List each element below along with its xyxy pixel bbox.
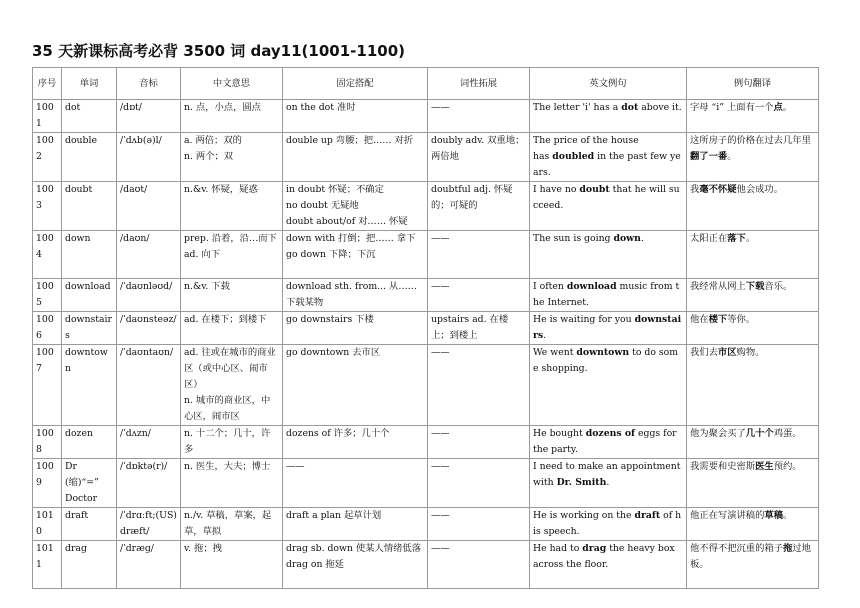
cell-word: double: [62, 133, 117, 182]
cell-example-bold: dot: [621, 102, 639, 113]
table-row: [33, 231, 819, 279]
cell-phrase: drag sb. down 使某人情绪低落 drag on 拖延: [283, 541, 428, 589]
cell-translation: [687, 541, 819, 589]
header-example: 英文例句: [530, 68, 687, 100]
cell-number: 1010: [33, 508, 62, 541]
cell-derivative: ——: [428, 426, 530, 459]
cell-phonetic: /daʊt/: [117, 182, 181, 231]
cell-translation-post: 。: [727, 151, 737, 162]
cell-phrase: download sth. from... 从…… 下载某物: [283, 279, 428, 312]
cell-translation-post: 音乐。: [764, 281, 793, 292]
cell-meaning: v. 拖；拽: [181, 541, 283, 589]
cell-phonetic: /ˈdɒktə(r)/: [117, 459, 181, 508]
cell-example-post: .: [606, 477, 610, 488]
cell-meaning: n. 医生，大夫；博士: [181, 459, 283, 508]
cell-example-pre: I often: [533, 281, 567, 292]
cell-example: [530, 541, 687, 589]
cell-example: [530, 426, 687, 459]
cell-example-post: music from the Internet.: [533, 281, 680, 308]
cell-phonetic: /ˈdaʊntaʊn/: [117, 345, 181, 426]
cell-example: [530, 459, 687, 508]
cell-example-bold: draft: [634, 510, 661, 521]
header-phrase: 固定搭配: [283, 68, 428, 100]
cell-translation-post: 过地板。: [690, 543, 811, 570]
cell-derivative: ——: [428, 231, 530, 279]
cell-translation-post: 等你。: [727, 314, 756, 325]
cell-example-bold: Dr. Smith: [556, 477, 607, 488]
cell-example-post: eggs for the party.: [533, 428, 677, 455]
header-meaning: 中文意思: [181, 68, 283, 100]
cell-translation-pre: 我经常从网上: [690, 281, 746, 292]
cell-translation-pre: 他在: [690, 314, 709, 325]
cell-example-post: above it.: [638, 102, 682, 113]
cell-example: [530, 133, 687, 182]
cell-translation: [687, 133, 819, 182]
cell-word: download: [62, 279, 117, 312]
cell-number: 1005: [33, 279, 62, 312]
cell-translation-bold: 几十个: [745, 428, 774, 439]
cell-phrase: go downstairs 下楼: [283, 312, 428, 345]
cell-word: Dr (缩)“=” Doctor: [62, 459, 117, 508]
cell-derivative: doubly adv. 双重地；两倍地: [428, 133, 530, 182]
cell-phonetic: /ˈdaʊnsteəz/: [117, 312, 181, 345]
cell-translation-pre: 他为聚会买了: [690, 428, 746, 439]
cell-translation: [687, 312, 819, 345]
cell-word: downstairs: [62, 312, 117, 345]
cell-example-pre: He bought: [533, 428, 586, 439]
cell-translation-bold: 落下: [727, 233, 746, 244]
cell-translation-bold: 点: [773, 102, 783, 113]
cell-example-bold: downstairs: [533, 314, 682, 341]
cell-derivative: ——: [428, 345, 530, 426]
header-translation: 例句翻译: [687, 68, 819, 100]
cell-translation: [687, 231, 819, 279]
table-row: [33, 279, 819, 312]
cell-word: dot: [62, 100, 117, 133]
cell-phrase: dozens of 许多；几十个: [283, 426, 428, 459]
cell-phonetic: /ˈdʌzn/: [117, 426, 181, 459]
cell-derivative: ——: [428, 459, 530, 508]
table-row: [33, 541, 819, 589]
cell-translation-bold: 草稿: [764, 510, 783, 521]
table-header-row: [33, 68, 819, 100]
cell-number: 1007: [33, 345, 62, 426]
cell-meaning: ad. 往或在城市的商业区（或中心区、闹市区） n. 城市的商业区，中心区，闹市区: [181, 345, 283, 426]
cell-translation-bold: 市区: [717, 347, 737, 358]
cell-example: [530, 279, 687, 312]
cell-meaning: n. 十二个；几十，许多: [181, 426, 283, 459]
cell-meaning: n. 点，小点，圆点: [181, 100, 283, 133]
cell-example: [530, 312, 687, 345]
cell-meaning: ad. 在楼下；到楼下: [181, 312, 283, 345]
cell-translation-pre: 我需要和史密斯: [690, 461, 756, 472]
cell-translation-post: 他会成功。: [736, 184, 784, 195]
cell-translation-post: 。: [745, 233, 756, 244]
cell-word: draft: [62, 508, 117, 541]
cell-example-pre: I need to make an appointment with: [533, 461, 681, 488]
cell-translation-pre: 太阳正在: [690, 233, 728, 244]
table-row: [33, 133, 819, 182]
cell-translation-bold: 医生: [755, 461, 774, 472]
cell-phonetic: /ˈdræg/: [117, 541, 181, 589]
header-phonetic: 音标: [117, 68, 181, 100]
page-title: 35 天新课标高考必背 3500 词 day11(1001-1100): [32, 42, 405, 60]
cell-example-pre: He is waiting for you: [533, 314, 635, 325]
cell-translation-post: 购物。: [736, 347, 765, 358]
cell-translation: [687, 279, 819, 312]
cell-example-pre: I have no: [533, 184, 580, 195]
cell-number: 1011: [33, 541, 62, 589]
cell-phrase: on the dot 准时: [283, 100, 428, 133]
cell-translation: [687, 182, 819, 231]
cell-phrase: in doubt 怀疑；不确定 no doubt 无疑地 doubt about/of 对…… 怀疑: [283, 182, 428, 231]
cell-derivative: ——: [428, 279, 530, 312]
cell-example-pre: He had to: [533, 543, 583, 554]
cell-word: downtown: [62, 345, 117, 426]
cell-number: 1001: [33, 100, 62, 133]
cell-phrase: ——: [283, 459, 428, 508]
cell-phonetic: /ˈdrɑːft;(US)dræft/: [117, 508, 181, 541]
cell-example-post: in the past few years.: [533, 151, 681, 178]
cell-number: 1003: [33, 182, 62, 231]
cell-meaning: n./v. 草稿，草案，起草，草拟: [181, 508, 283, 541]
cell-translation-bold: 下载: [745, 281, 765, 292]
cell-translation-pre: 这所房子的价格在过去几年里: [690, 135, 811, 146]
cell-example-pre: We went: [533, 347, 577, 358]
cell-phonetic: /ˈdaʊnləʊd/: [117, 279, 181, 312]
cell-meaning: n.&v. 怀疑，疑惑: [181, 182, 283, 231]
cell-word: doubt: [62, 182, 117, 231]
cell-translation-pre: 他正在写演讲稿的: [690, 510, 765, 521]
cell-example-bold: doubled: [552, 151, 595, 162]
cell-meaning: a. 两倍；双的 n. 两个；双: [181, 133, 283, 182]
cell-derivative: ——: [428, 100, 530, 133]
cell-example-post: that he will succeed.: [533, 184, 680, 211]
table-row: [33, 345, 819, 426]
cell-translation-post: 。: [782, 102, 793, 113]
cell-translation: [687, 426, 819, 459]
cell-translation: [687, 459, 819, 508]
cell-word: dozen: [62, 426, 117, 459]
cell-example: [530, 182, 687, 231]
cell-example: [530, 345, 687, 426]
cell-example-post: the heavy box across the floor.: [533, 543, 675, 570]
vocabulary-table: [32, 67, 819, 589]
cell-derivative: upstairs ad. 在楼上；到楼上: [428, 312, 530, 345]
cell-translation: [687, 345, 819, 426]
cell-translation-bold: 拖: [782, 543, 793, 554]
cell-number: 1002: [33, 133, 62, 182]
cell-word: drag: [62, 541, 117, 589]
cell-meaning: n.&v. 下载: [181, 279, 283, 312]
cell-example-post: .: [640, 233, 644, 244]
cell-derivative: doubtful adj. 怀疑的；可疑的: [428, 182, 530, 231]
cell-translation-post: 。: [783, 510, 793, 521]
cell-number: 1008: [33, 426, 62, 459]
table-row: [33, 312, 819, 345]
cell-word: down: [62, 231, 117, 279]
cell-translation-bold: 楼下: [708, 314, 728, 325]
cell-translation-post: 预约。: [773, 461, 802, 472]
cell-translation-pre: 他不得不把沉重的箱子: [690, 543, 783, 554]
cell-example-pre: The price of the house has: [533, 135, 639, 162]
cell-phonetic: /ˈdʌb(ə)l/: [117, 133, 181, 182]
table-row: [33, 100, 819, 133]
cell-example: [530, 100, 687, 133]
cell-translation-bold: 毫不怀疑: [699, 184, 737, 195]
cell-derivative: ——: [428, 541, 530, 589]
cell-example-bold: downtown: [576, 347, 630, 358]
cell-number: 1006: [33, 312, 62, 345]
cell-example-bold: doubt: [579, 184, 610, 195]
cell-number: 1009: [33, 459, 62, 508]
cell-translation-post: 鸡蛋。: [773, 428, 802, 439]
cell-example-post: of his speech.: [533, 510, 682, 537]
header-word: 单词: [62, 68, 117, 100]
cell-translation: [687, 100, 819, 133]
cell-example-bold: download: [566, 281, 617, 292]
cell-phrase: down with 打倒；把…… 拿下 go down 下降；下沉: [283, 231, 428, 279]
cell-example-pre: The letter 'i' has a: [533, 102, 622, 113]
table-row: [33, 459, 819, 508]
table-row: [33, 182, 819, 231]
cell-number: 1004: [33, 231, 62, 279]
cell-phrase: draft a plan 起草计划: [283, 508, 428, 541]
cell-example-bold: drag: [582, 543, 607, 554]
cell-example-pre: The sun is going: [533, 233, 614, 244]
cell-phonetic: /dɒt/: [117, 100, 181, 133]
table-row: [33, 426, 819, 459]
cell-example: [530, 508, 687, 541]
cell-example-pre: He is working on the: [533, 510, 635, 521]
cell-translation-pre: 我们去: [690, 347, 718, 358]
cell-phrase: double up 弯腰；把…… 对折: [283, 133, 428, 182]
cell-example-bold: down: [613, 233, 641, 244]
cell-derivative: ——: [428, 508, 530, 541]
header-number: 序号: [33, 68, 62, 100]
cell-example-post: .: [543, 330, 547, 341]
cell-translation-bold: 翻了一番: [690, 151, 728, 162]
cell-example: [530, 231, 687, 279]
cell-meaning: prep. 沿着，沿…而下 ad. 向下: [181, 231, 283, 279]
table-row: [33, 508, 819, 541]
cell-translation-pre: 字母 “i” 上面有一个: [690, 102, 774, 113]
cell-phonetic: /daʊn/: [117, 231, 181, 279]
header-derivative: 词性拓展: [428, 68, 530, 100]
cell-example-post: to do some shopping.: [533, 347, 679, 374]
cell-example-bold: dozens of: [585, 428, 636, 439]
cell-translation-pre: 我: [690, 184, 700, 195]
cell-phrase: go downtown 去市区: [283, 345, 428, 426]
cell-translation: [687, 508, 819, 541]
